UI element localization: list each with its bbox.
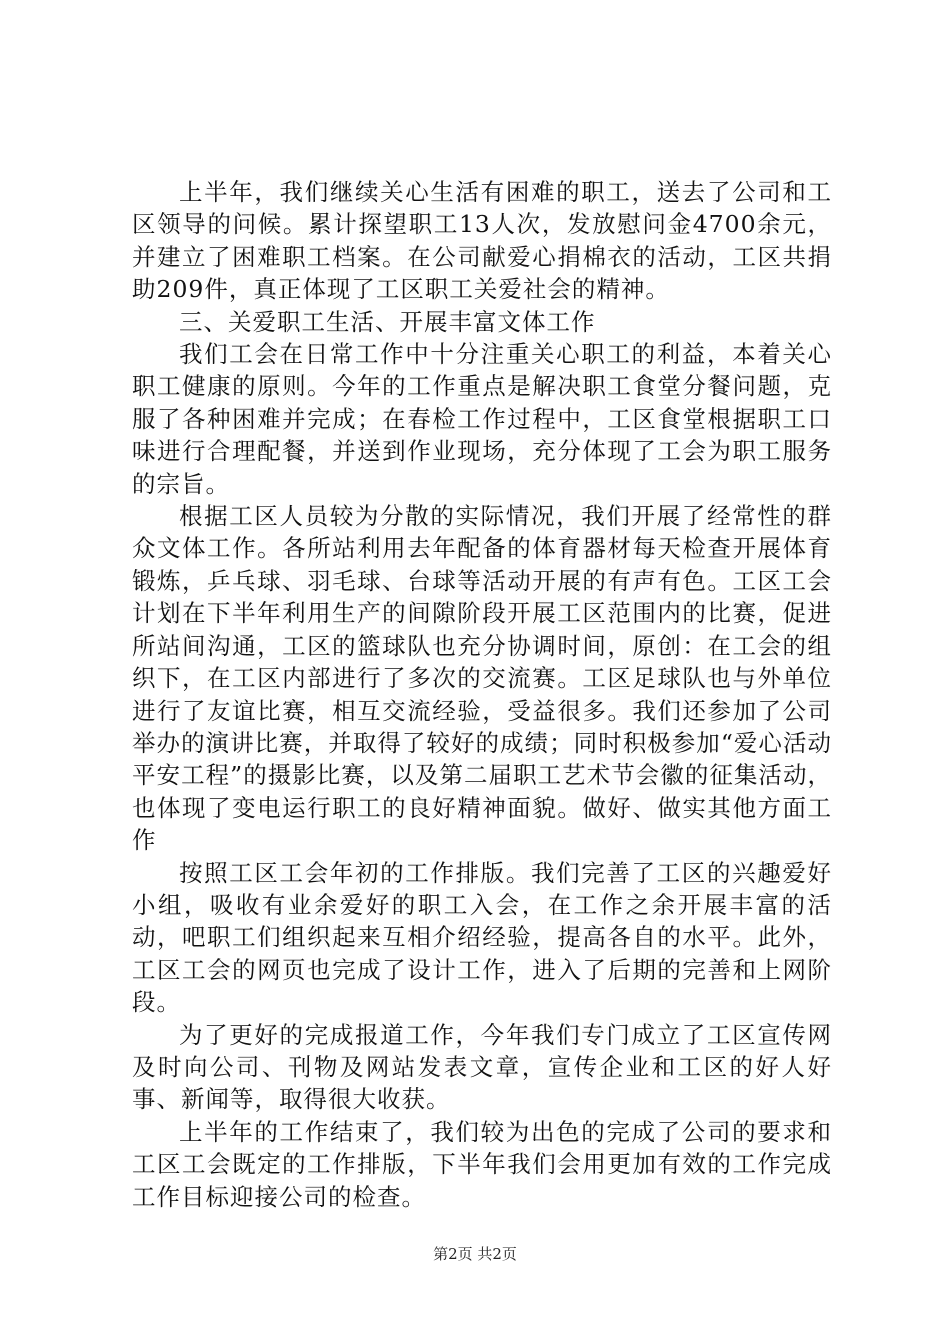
paragraph-conclusion: 上半年的工作结束了，我们较为出色的完成了公司的要求和工区工会既定的工作排版，下半年我们会用更加有效的工作完成工作目标迎接公司的检查。 (132, 1117, 832, 1211)
page-footer: 第2页 共2页 (433, 1245, 517, 1263)
paragraph-sports-activities: 根据工区人员较为分散的实际情况，我们开展了经常性的群众文体工作。各所站利用去年配备的体育器材每天检查开展体育锻炼，乒乓球、羽毛球、台球等活动开展的有声有色。工区工会计划在下半年利用生产的间隙阶段开展工区范围内的比赛，促进所站间沟通，工区的篮球队也充分协调时间，原创：在工会的组织下，在工区内部进行了多次的交流赛。工区足球队也与外单位进行了友谊比赛，相互交流经验，受益很多。我们还参加了公司举办的演讲比赛，并取得了较好的成绩；同时积极参加“爱心活动平安工程”的摄影比赛，以及第二届职工艺术节会徽的征集活动，也体现了变电运行职工的良好精神面貌。做好、做实其他方面工作 (132, 502, 832, 855)
paragraph-interest-groups: 按照工区工会年初的工作排版。我们完善了工区的兴趣爱好小组，吸收有业余爱好的职工入会，在工作之余开展丰富的活动，吧职工们组织起来互相介绍经验，提高各自的水平。此外，工区工会的网页也完成了设计工作，进入了后期的完善和上网阶段。 (132, 858, 832, 1017)
paragraph-publicity-network: 为了更好的完成报道工作，今年我们专门成立了工区宣传网及时向公司、刊物及网站发表文章，宣传企业和工区的好人好事、新闻等，取得很大收获。 (132, 1020, 832, 1114)
section-heading-three: 三、关爱职工生活、开展丰富文体工作 (179, 307, 596, 336)
paragraph-worker-canteen: 我们工会在日常工作中十分注重关心职工的利益，本着关心职工健康的原则。今年的工作重点是解决职工食堂分餐问题，克服了各种困难并完成；在春检工作过程中，工区食堂根据职工口味进行合理配餐，并送到作业现场，充分体现了工会为职工服务的宗旨。 (132, 340, 832, 498)
paragraph-care-for-needy-workers: 上半年，我们继续关心生活有困难的职工，送去了公司和工区领导的问候。累计探望职工13人次，发放慰问金4700余元，并建立了困难职工档案。在公司献爱心捐棉衣的活动，工区共捐助209件，真正体现了工区职工关爱社会的精神。 (132, 178, 832, 304)
document-body (132, 176, 832, 1213)
